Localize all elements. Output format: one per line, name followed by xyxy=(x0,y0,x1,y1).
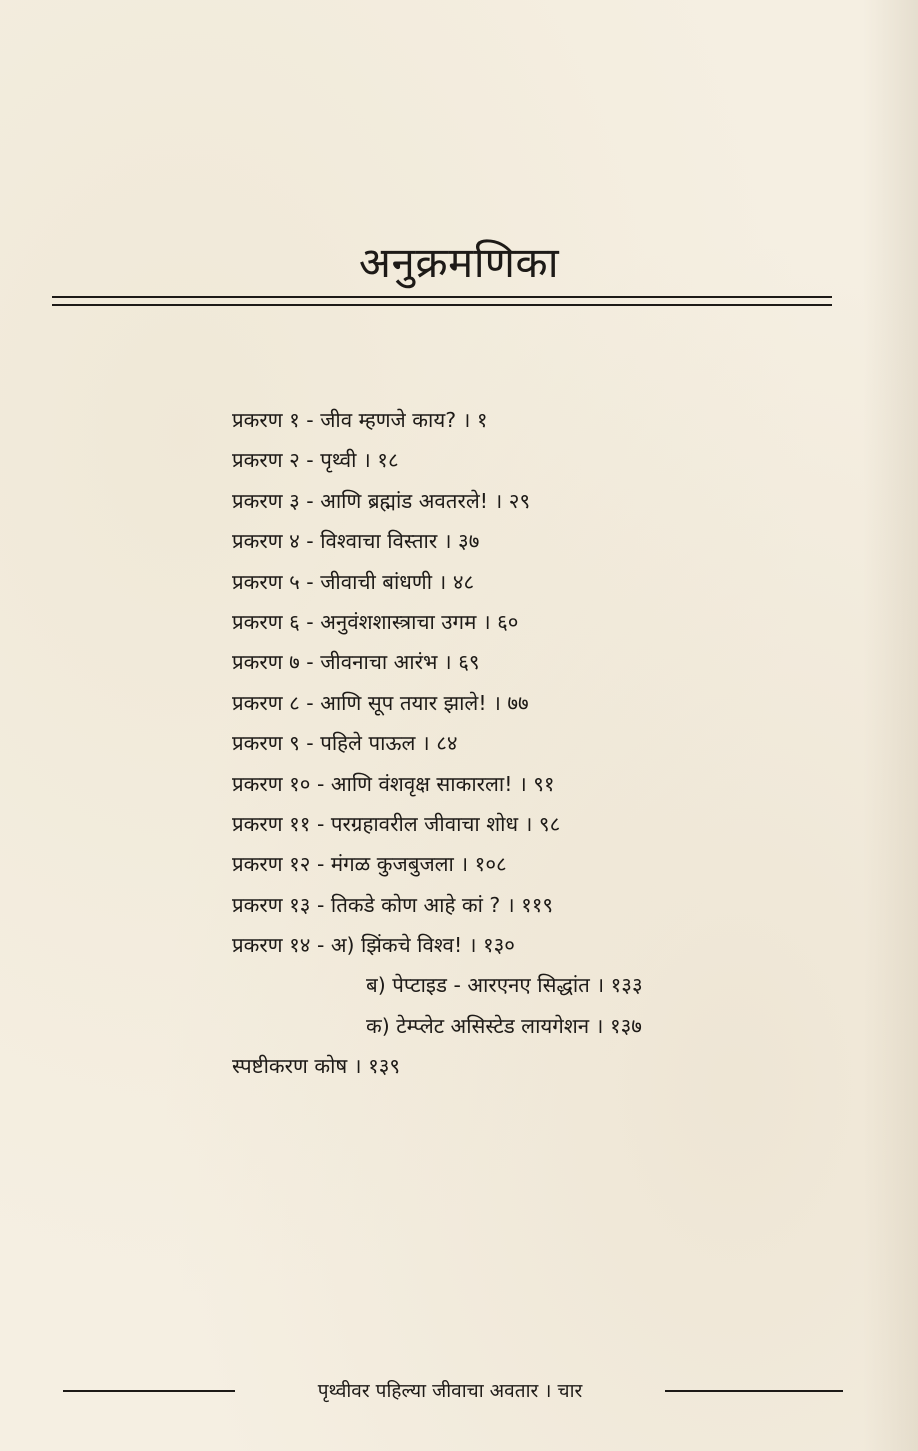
toc-entry-glossary: स्पष्टीकरण कोष । १३९ xyxy=(232,1054,401,1079)
toc-entry-chapter-5: प्रकरण ५ - जीवाची बांधणी । ४८ xyxy=(232,569,475,594)
footer-rule-right xyxy=(665,1390,843,1392)
toc-entry-chapter-14c: क) टेम्प्लेट असिस्टेड लायगेशन । १३७ xyxy=(366,1013,642,1038)
title-divider-bottom xyxy=(52,304,832,306)
toc-entry-chapter-1: प्रकरण १ - जीव म्हणजे काय? । १ xyxy=(232,408,488,432)
page-footer xyxy=(0,1376,918,1406)
toc-entry-chapter-9: प्रकरण ९ - पहिले पाऊल । ८४ xyxy=(232,731,458,756)
toc-entry-chapter-4: प्रकरण ४ - विश्वाचा विस्तार । ३७ xyxy=(232,529,480,554)
toc-entry-chapter-14a: प्रकरण १४ - अ) झिंकचे विश्व! । १३० xyxy=(232,933,515,958)
table-of-contents xyxy=(232,400,872,1087)
toc-entry-chapter-3: प्रकरण ३ - आणि ब्रह्मांड अवतरले! । २९ xyxy=(232,488,531,513)
toc-entry-chapter-13: प्रकरण १३ - तिकडे कोण आहे कां ? । ११९ xyxy=(232,892,554,917)
toc-entry-chapter-12: प्रकरण १२ - मंगळ कुजबुजला । १०८ xyxy=(232,852,507,877)
toc-entry-chapter-7: प्रकरण ७ - जीवनाचा आरंभ । ६९ xyxy=(232,650,480,675)
toc-entry-chapter-14b: ब) पेप्टाइड - आरएनए सिद्धांत । १३३ xyxy=(366,973,643,998)
footer-rule-left xyxy=(63,1390,235,1392)
title-divider-top xyxy=(52,296,832,298)
toc-entry-chapter-6: प्रकरण ६ - अनुवंशशास्त्राचा उगम । ६० xyxy=(232,609,519,634)
toc-entry-chapter-8: प्रकरण ८ - आणि सूप तयार झाले! । ७७ xyxy=(232,690,529,715)
toc-entry-chapter-2: प्रकरण २ - पृथ्वी । १८ xyxy=(232,448,399,473)
footer-running-title: पृथ्वीवर पहिल्या जीवाचा अवतार । चार xyxy=(317,1380,583,1402)
toc-entry-chapter-11: प्रकरण ११ - परग्रहावरील जीवाचा शोध । ९८ xyxy=(232,811,561,836)
page-title: अनुक्रमणिका xyxy=(358,238,560,287)
toc-entry-chapter-10: प्रकरण १० - आणि वंशवृक्ष साकारला! । ९१ xyxy=(232,771,555,796)
